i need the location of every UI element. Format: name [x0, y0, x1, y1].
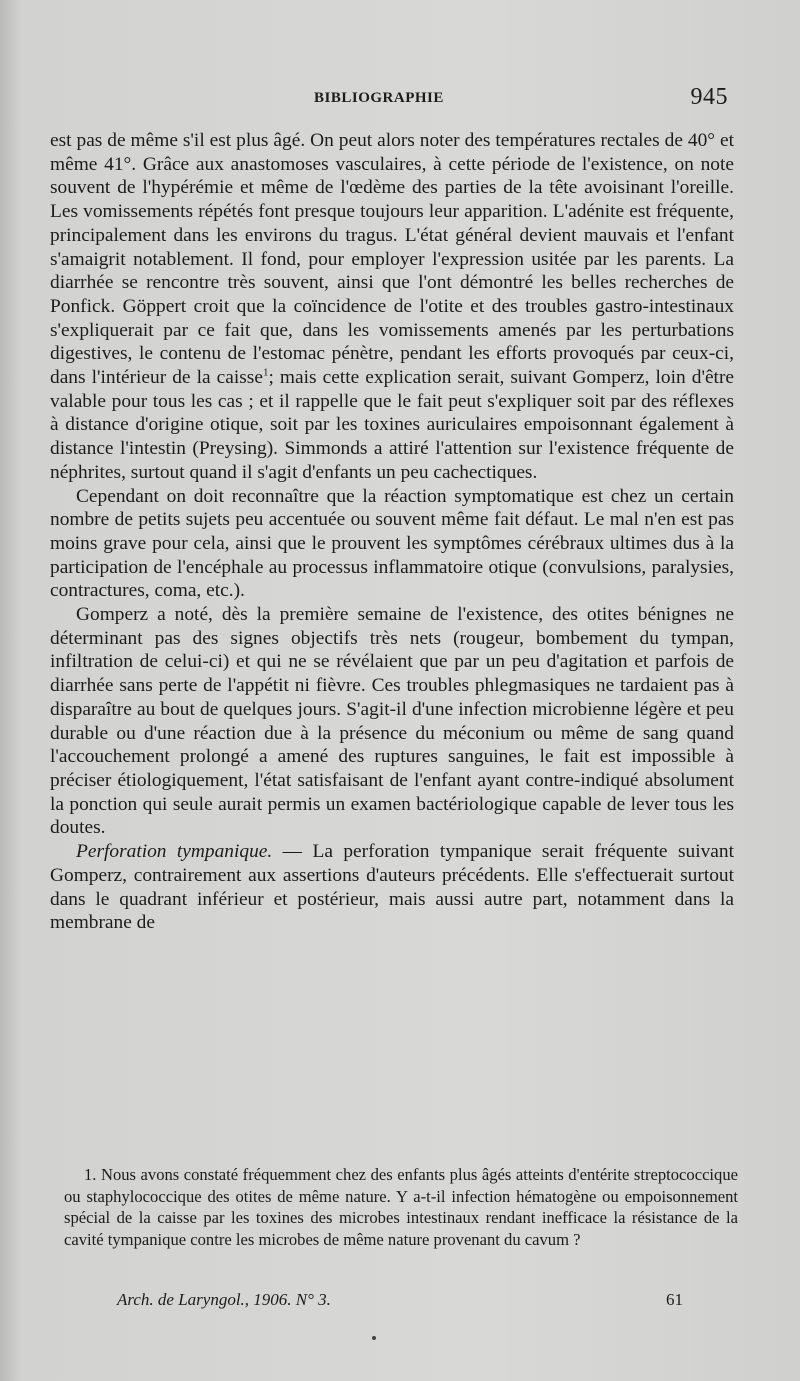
paragraph-1-text: est pas de même s'il est plus âgé. On peut alors noter des températures rectales de 40° et même 41°. Grâce aux anastomoses vasculaires, à cette période de l'existence, on note souvent de l'hypérémie et même de l'œdème des parties de la tête avoisinant l'oreille. Les vomissements répétés font presque toujours leur apparition. L'adénite est fréquente, principalement dans les environs du tragus. L'état général devient mauvais et l'enfant s'amaigrit notablement. Il fond, pour employer l'expression usitée par les parents. La diarrhée se rencontre très souvent, ainsi que l'ont démontré les belles recherches de Ponfick. Göppert croit que la coïncidence de l'otite et des troubles gastro-intestinaux s'expliquerait par ce fait que, dans les vomissements amenés par les perturbations digestives, le contenu de l'estomac pénètre, pendant les efforts provoqués par ceux-ci, dans l'intérieur de la caisse	[50, 130, 734, 389]
footnote-1: 1. Nous avons constaté fréquemment chez des enfants plus âgés atteints d'entérite streptococcique ou staphylococcique des otites de même nature. Y a-t-il infection hématogène ou empoisonnement spécial de la caisse par les toxines des microbes intestinaux rendant inefficace la résistance de la cavité tympanique contre les microbes de même nature provenant du cavum ?	[64, 1165, 738, 1249]
paragraph-1	[50, 129, 734, 485]
paragraph-4-text: — La perforation tympanique serait fréquente suivant Gomperz, contrairement aux assertions d'auteurs précédents. Elle s'effectuerait surtout dans le quadrant inférieur et postérieur, mais aussi autre part, notamment dans la membrane de	[50, 841, 734, 934]
sheet-number: 61	[666, 1290, 683, 1309]
page-header	[52, 84, 728, 114]
paragraph-4	[50, 840, 734, 935]
section-heading-perforation: Perforation tympanique.	[76, 841, 273, 863]
paragraph-2: Cependant on doit reconnaître que la réaction symptomatique est chez un certain nombre de petits sujets peu accentuée ou souvent même fait défaut. Le mal n'en est pas moins grave pour cela, ainsi que le prouvent les symptômes cérébraux ultimes dus à la participation de l'encéphale au processus inflammatoire otique (convulsions, paralysies, contractures, coma, etc.).	[50, 485, 734, 602]
paragraph-1-continuation: ; mais cette explication serait, suivant Gomperz, loin d'être valable pour tous les cas ; et il rappelle que le fait peut s'expliquer soit par des réflexes à distance d'origine otique, soit par les toxines auriculaires empoisonnant également à distance l'intestin (Preysing). Simmonds a attiré l'attention sur l'existence fréquente de néphrites, surtout quand il s'agit d'enfants un peu cachectiques.	[50, 367, 735, 483]
footnote-reference: 1	[262, 366, 269, 379]
paragraph-3: Gomperz a noté, dès la première semaine de l'existence, des otites bénignes ne déterminant pas des signes objectifs très nets (rougeur, bombement du tympan, infiltration de celui-ci) et qui ne se révélaient que par un peu d'agitation et parfois de diarrhée sans perte de l'appétit ni fièvre. Ces troubles phlegmasiques ne tardaient pas à disparaître au bout de quelques jours. S'agit-il d'une infection microbienne légère et peu durable ou d'une réaction due à la présence du méconium ou même de sang quand l'accouchement prolongé a amené des ruptures sanguines, le fait est impossible à préciser étiologiquement, l'état satisfaisant de l'enfant ayant contre-indiqué absolument la ponction qui seule aurait permis un examen bactériologique capable de lever tous les doutes.	[50, 604, 734, 839]
page-number: 945	[690, 84, 728, 110]
running-head: BIBLIOGRAPHIE	[314, 90, 444, 106]
page-footer	[117, 1290, 683, 1316]
body-text	[50, 129, 734, 935]
journal-citation: Arch. de Laryngol., 1906. N° 3.	[117, 1290, 331, 1309]
print-mark	[372, 1336, 376, 1340]
footnotes	[64, 1164, 738, 1250]
